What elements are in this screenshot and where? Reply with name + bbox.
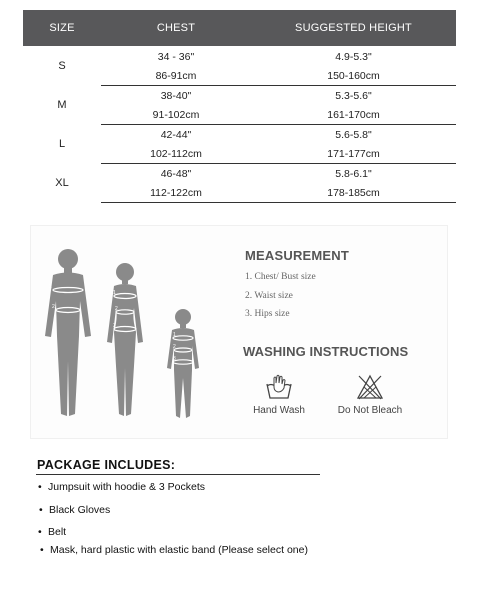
size-cell: S <box>58 60 66 73</box>
body-figures-illustration <box>39 246 229 431</box>
woman-marker-3: 3 <box>113 323 116 329</box>
chest-inches-cell: 42-44" <box>160 128 192 141</box>
height-feet-cell: 5.3-5.6" <box>335 89 372 102</box>
header-suggested-height: SUGGESTED HEIGHT <box>251 10 456 46</box>
child-marker-2: 2 <box>173 344 176 350</box>
chest-cm-cell: 102-112cm <box>101 144 251 164</box>
height-cm-cell: 178-185cm <box>251 183 456 203</box>
height-cm-cell: 150-160cm <box>251 66 456 86</box>
table-row <box>23 164 456 184</box>
package-item-label: Belt <box>48 526 67 538</box>
measurement-title: MEASUREMENT <box>245 248 350 263</box>
do-not-bleach-label: Do Not Bleach <box>337 405 403 416</box>
table-row <box>23 125 456 145</box>
man-marker-1: 1 <box>49 284 52 290</box>
hand-wash-instruction <box>247 374 311 416</box>
measurement-panel <box>30 225 448 439</box>
table-row <box>23 46 456 66</box>
child-figure <box>167 309 199 418</box>
list-item <box>39 504 110 516</box>
list-item <box>38 526 66 538</box>
woman-marker-1: 1 <box>113 290 116 296</box>
do-not-bleach-instruction <box>331 374 409 416</box>
do-not-bleach-icon <box>355 374 385 400</box>
package-title-divider <box>36 474 320 475</box>
package-includes-title: PACKAGE INCLUDES: <box>37 458 176 472</box>
bullet: • <box>38 526 42 538</box>
chest-cm-cell: 91-102cm <box>101 105 251 125</box>
size-cell: L <box>58 138 66 150</box>
measurement-item: 1. Chest/ Bust size <box>245 272 316 282</box>
height-feet-cell: 5.6-5.8" <box>335 128 372 141</box>
measurement-list <box>245 272 316 328</box>
height-feet-cell: 5.8-6.1" <box>335 167 372 180</box>
size-cell: M <box>57 99 67 111</box>
package-item-label: Mask, hard plastic with elastic band (Please select one) <box>50 544 308 556</box>
height-cm-cell: 171-177cm <box>251 144 456 164</box>
measurement-item: 2. Waist size <box>245 290 293 301</box>
man-figure <box>45 249 91 416</box>
chest-inches-cell: 46-48" <box>160 167 192 180</box>
height-feet-cell: 4.9-5.3" <box>335 50 372 63</box>
woman-figure <box>107 263 143 416</box>
package-item-label: Jumpsuit with hoodie & 3 Pockets <box>48 481 205 493</box>
height-cm-cell: 161-170cm <box>251 105 456 125</box>
man-marker-2: 2 <box>52 304 55 310</box>
chest-inches-cell: 38-40" <box>160 89 192 102</box>
bullet: • <box>40 544 44 556</box>
size-chart-table <box>23 10 456 203</box>
chest-cm-cell: 112-122cm <box>101 183 251 203</box>
chest-cm-cell: 86-91cm <box>101 66 251 86</box>
header-size: SIZE <box>23 10 101 46</box>
size-chart-header-row <box>23 10 456 46</box>
bullet: • <box>39 504 43 516</box>
size-cell: XL <box>55 177 69 189</box>
hand-wash-label: Hand Wash <box>253 405 305 416</box>
list-item <box>38 481 205 493</box>
hand-wash-icon <box>264 374 294 400</box>
header-chest: CHEST <box>101 10 251 46</box>
package-item-label: Black Gloves <box>49 504 111 516</box>
washing-instructions-title: WASHING INSTRUCTIONS <box>243 344 409 359</box>
measurement-item: 3. Hips size <box>245 309 290 319</box>
child-marker-3: 3 <box>173 356 176 362</box>
woman-marker-2: 2 <box>115 306 118 312</box>
bullet: • <box>38 481 42 493</box>
table-row <box>23 86 456 106</box>
list-item <box>40 544 308 556</box>
child-marker-1: 1 <box>173 332 176 338</box>
chest-inches-cell: 34 - 36" <box>157 50 195 63</box>
